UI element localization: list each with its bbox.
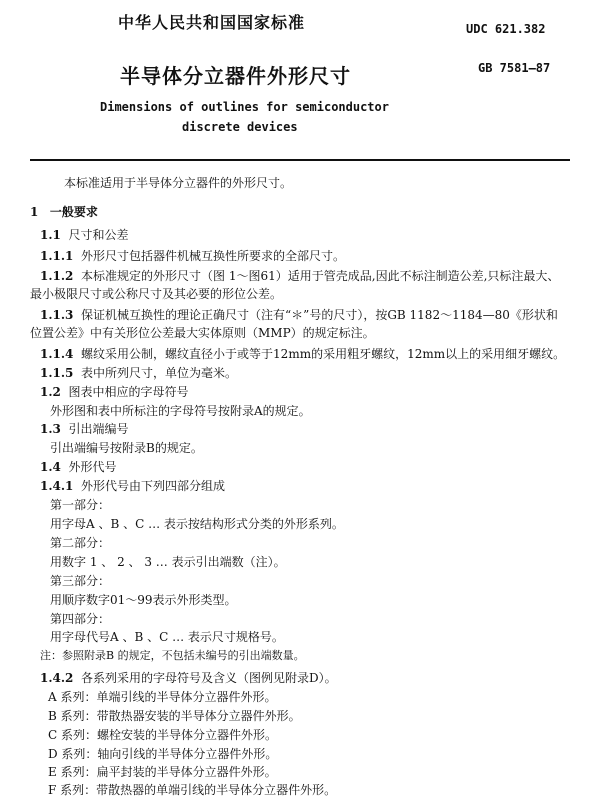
part-3-label: 第三部分： <box>50 574 111 588</box>
header-divider <box>30 159 570 161</box>
section-1-4-heading <box>40 460 117 474</box>
clause-number: 1.4.1 <box>40 479 74 493</box>
series-c-description: C 系列：螺栓安装的半导体分立器件外形。 <box>48 728 277 742</box>
section-title: 尺寸和公差 <box>68 228 129 242</box>
clause-1-1-1 <box>40 249 345 263</box>
series-b-description: B 系列：带散热器安装的半导体分立器件外形。 <box>48 709 301 723</box>
clause-1-1-5 <box>40 366 237 380</box>
section-title: 引出端编号 <box>68 422 129 436</box>
section-title: 一般要求 <box>49 205 98 219</box>
clause-1-4-2 <box>40 671 337 685</box>
clause-1-1-2-continued: 最小极限尺寸或公称尺寸及其必要的形位公差。 <box>30 287 283 301</box>
clause-number: 1.1.4 <box>40 347 74 361</box>
part-2-text: 用数字 1 、 2 、 3 … 表示引出端数（注）。 <box>50 555 286 569</box>
section-number: 1.3 <box>40 422 61 436</box>
series-a-description: A 系列：单端引线的半导体分立器件外形。 <box>48 690 277 704</box>
series-f-description: F 系列：带散热器的单端引线的半导体分立器件外形。 <box>48 783 337 797</box>
clause-1-1-3-continued: 位置公差》中有关形位公差最大实体原则（MMP）的规定标注。 <box>30 326 375 340</box>
section-number: 1 <box>30 205 39 219</box>
part-1-text: 用字母A 、B 、C … 表示按结构形式分类的外形系列。 <box>50 517 344 531</box>
clause-number: 1.1.3 <box>40 308 74 322</box>
clause-text: 外形代号由下列四部分组成 <box>81 479 226 493</box>
part-2-label: 第二部分： <box>50 536 111 550</box>
section-number: 1.1 <box>40 228 61 242</box>
udc-code: UDC 621.382 <box>466 22 546 36</box>
section-1-3-text: 引出端编号按附录B的规定。 <box>50 441 203 455</box>
clause-number: 1.4.2 <box>40 671 74 685</box>
part-3-text: 用顺序数字01～99表示外形类型。 <box>50 593 237 607</box>
section-number: 1.4 <box>40 460 61 474</box>
clause-1-1-3 <box>40 308 558 322</box>
intro-paragraph: 本标准适用于半导体分立器件的外形尺寸。 <box>64 176 293 190</box>
document-title-english-line1: Dimensions of outlines for semiconductor <box>100 100 389 114</box>
clause-number: 1.1.2 <box>40 269 74 283</box>
section-1-1-heading <box>40 228 129 242</box>
part-4-label: 第四部分： <box>50 612 111 626</box>
clause-text: 螺纹采用公制，螺纹直径小于或等于12mm的采用粗牙螺纹，12mm以上的采用细牙螺纹。 <box>81 347 566 361</box>
part-1-label: 第一部分： <box>50 498 111 512</box>
clause-1-4-1 <box>40 479 225 493</box>
section-1-3-heading <box>40 422 129 436</box>
clause-number: 1.1.1 <box>40 249 74 263</box>
section-title: 图表中相应的字母符号 <box>68 385 189 399</box>
clause-text: 本标准规定的外形尺寸（图 1～图61）适用于管壳成品,因此不标注制造公差,只标注最大、 <box>81 269 560 283</box>
document-title-chinese: 半导体分立器件外形尺寸 <box>120 64 351 88</box>
document-title-english-line2: discrete devices <box>182 120 298 134</box>
series-d-description: D 系列：轴向引线的半导体分立器件外形。 <box>48 747 278 761</box>
clause-1-1-2 <box>40 269 559 283</box>
gb-standard-number: GB 7581—87 <box>478 61 551 75</box>
clause-1-1-4 <box>40 347 565 361</box>
section-1-heading <box>30 205 98 219</box>
clause-text: 外形尺寸包括器件机械互换性所要求的全部尺寸。 <box>81 249 346 263</box>
clause-text: 各系列采用的字母符号及含义（图例见附录D）。 <box>81 671 337 685</box>
section-number: 1.2 <box>40 385 61 399</box>
section-1-2-heading <box>40 385 189 399</box>
clause-number: 1.1.5 <box>40 366 74 380</box>
standard-org-title: 中华人民共和国国家标准 <box>118 13 306 32</box>
series-e-description: E 系列：扁平封装的半导体分立器件外形。 <box>48 765 277 779</box>
footnote: 注：参照附录B 的规定，不包括未编号的引出端数量。 <box>40 649 305 662</box>
clause-text: 表中所列尺寸，单位为毫米。 <box>81 366 238 380</box>
part-4-text: 用字母代号A 、B 、C … 表示尺寸规格号。 <box>50 630 284 644</box>
clause-text: 保证机械互换性的理论正确尺寸（注有“＊”号的尺寸），按GB 1182～1184—80《形状和 <box>81 308 558 322</box>
section-1-2-text: 外形图和表中所标注的字母符号按附录A的规定。 <box>50 404 311 418</box>
section-title: 外形代号 <box>68 460 117 474</box>
